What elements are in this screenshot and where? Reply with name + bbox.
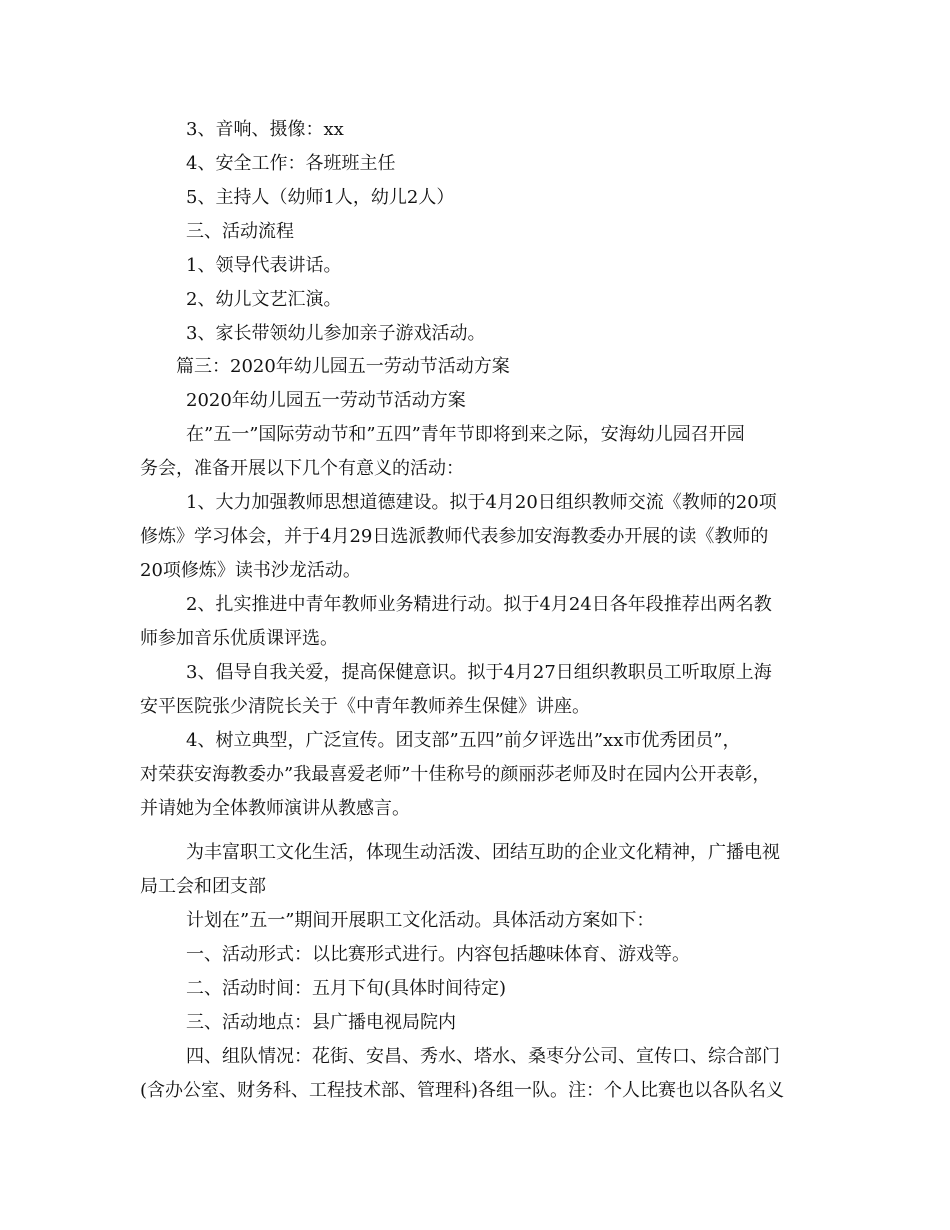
section-heading: 篇三：2020年幼儿园五一劳动节活动方案 (176, 356, 510, 377)
text-line: 5、主持人（幼师1人，幼儿2人） (186, 187, 455, 208)
text-line: (含办公室、财务科、工程技术部、管理科)各组一队。注：个人比赛也以各队名义 (140, 1080, 785, 1101)
text-line: 2、扎实推进中青年教师业务精进行动。拟于4月24日各年段推荐出两名教 (186, 594, 772, 615)
text-line: 四、组队情况：花街、安昌、秀水、塔水、桑枣分公司、宣传口、综合部门 (186, 1046, 780, 1067)
text-line: 为丰富职工文化生活，体现生动活泼、团结互助的企业文化精神，广播电视 (186, 842, 780, 863)
text-line: 安平医院张少清院长关于《中青年教师养生保健》讲座。 (140, 696, 590, 717)
text-line: 计划在”五一”期间开展职工文化活动。具体活动方案如下： (186, 910, 655, 931)
text-line: 4、树立典型，广泛宣传。团支部”五四”前夕评选出”xx市优秀团员”， (186, 730, 741, 751)
text-line: 4、安全工作：各班班主任 (186, 153, 396, 174)
text-line: 20项修炼》读书沙龙活动。 (140, 560, 361, 581)
text-line: 对荣获安海教委办”我最喜爱老师”十佳称号的颜丽莎老师及时在园内公开表彰， (140, 764, 771, 785)
text-line: 修炼》学习体会，并于4月29日选派教师代表参加安海教委办开展的读《教师的 (140, 526, 769, 547)
text-line: 3、倡导自我关爱，提高保健意识。拟于4月27日组织教职员工听取原上海 (186, 662, 772, 683)
text-line: 2、幼儿文艺汇演。 (186, 289, 342, 310)
text-line: 1、大力加强教师思想道德建设。拟于4月20日组织教师交流《教师的20项 (186, 492, 777, 513)
text-line: 3、家长带领幼儿参加亲子游戏活动。 (186, 323, 486, 344)
document-title: 2020年幼儿园五一劳动节活动方案 (186, 390, 466, 411)
text-line: 三、活动流程 (186, 221, 294, 242)
text-line: 一、活动形式：以比赛形式进行。内容包括趣味体育、游戏等。 (186, 944, 690, 965)
text-line: 并请她为全体教师演讲从教感言。 (140, 798, 410, 819)
text-line: 二、活动时间：五月下旬(具体时间待定) (186, 978, 507, 999)
text-line: 在”五一”国际劳动节和”五四”青年节即将到来之际，安海幼儿园召开园 (186, 424, 745, 445)
text-line: 局工会和团支部 (140, 876, 266, 897)
text-line: 三、活动地点：县广播电视局院内 (186, 1012, 456, 1033)
text-line: 3、音响、摄像：xx (186, 119, 344, 140)
text-line: 师参加音乐优质课评选。 (140, 628, 338, 649)
text-line: 务会，准备开展以下几个有意义的活动： (140, 458, 464, 479)
text-line: 1、领导代表讲话。 (186, 255, 342, 276)
